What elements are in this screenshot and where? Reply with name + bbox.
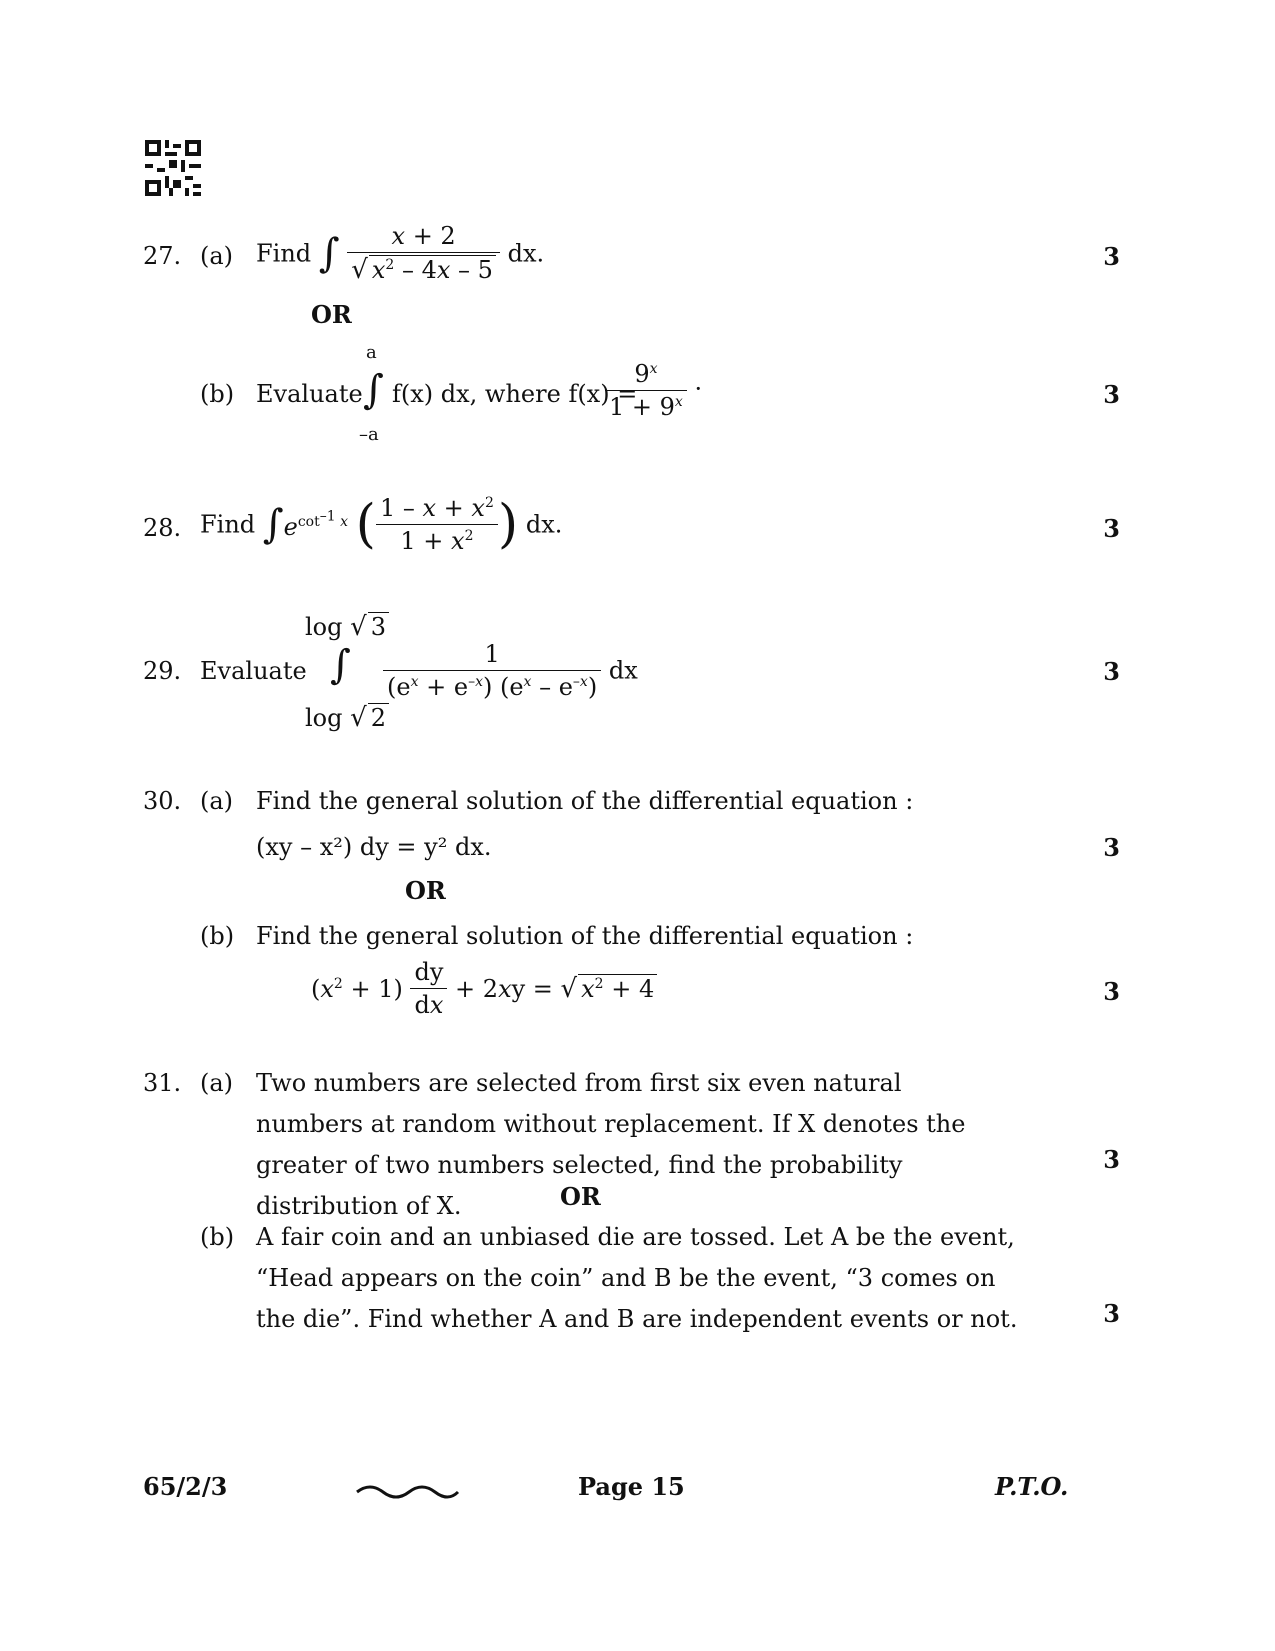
part-label: (b) [200, 922, 235, 950]
find-text: Find [200, 510, 256, 539]
equation: $(x^2 + 1)$ $\frac{dy}{dx}$ + 2xy = √ $x^2 + 4$ [311, 958, 657, 1019]
part-label: (b) [200, 380, 235, 408]
lower-limit: log √ 2 [305, 703, 389, 733]
integral-sign: ∫ [363, 367, 384, 413]
question-number: 27. [143, 242, 182, 270]
question-text: Two numbers are selected from first six even natural numbers at random without replacement. If X denotes the greater of two numbers selected, find the probability distribution of X. [256, 1069, 966, 1220]
pto-text: P.T.O. [995, 1472, 1069, 1501]
q27a-fraction: $\frac{x + 2}{√ x^2 - 4x - 5}$ [347, 222, 500, 285]
q27b-body: f(x) dx, where f(x) = [392, 380, 638, 408]
evaluate-text: Evaluate [200, 657, 307, 685]
part-label: (a) [200, 787, 234, 815]
q28-expression: Find $\int e^{cot^{-1} x}$ ( $\frac{1 - x + x^2}{1 + x^2}$ ) dx. [200, 494, 563, 555]
question-number: 28. [143, 514, 182, 542]
part-label: (a) [200, 242, 234, 270]
find-text: Find [256, 239, 312, 268]
paper-code: 65/2/3 [143, 1472, 228, 1501]
question-text: Find the general solution of the differential equation : [256, 922, 914, 950]
upper-limit: log √ 3 [305, 612, 389, 642]
part-label: (a) [200, 1069, 234, 1097]
evaluate-text: Evaluate [256, 380, 363, 408]
qr-code [145, 140, 201, 196]
lower-limit: –a [359, 424, 379, 445]
or-text: OR [311, 300, 352, 329]
page-number: Page 15 [578, 1472, 685, 1501]
upper-limit: a [366, 342, 377, 363]
marks: 3 [1103, 977, 1120, 1006]
marks: 3 [1103, 657, 1120, 686]
marks: 3 [1103, 242, 1120, 271]
marks: 3 [1103, 380, 1120, 409]
question-number: 31. [143, 1069, 182, 1097]
question-text: A fair coin and an unbiased die are tossed. Let A be the event, “Head appears on the coin” and B be the event, “3 comes on the die”. Find whether A and B are independent events or not. [256, 1223, 1018, 1333]
dx-text: dx [608, 656, 638, 685]
q29-fraction: $\frac{1}{(e^x + e^{-x}) (e^x - e^{-x})}$ dx [383, 640, 638, 701]
dx-text: dx. [507, 239, 545, 268]
equation: (xy – x²) dy = y² dx. [256, 833, 492, 861]
integral-sign: ∫ [330, 642, 351, 688]
question-text: Find the general solution of the differential equation : [256, 787, 914, 815]
question-number: 29. [143, 657, 182, 685]
q27a-expression [256, 222, 544, 285]
wave-icon [355, 1482, 460, 1502]
q27b-fraction: $\frac{9^x}{1 + 9^x}$ · [605, 360, 702, 421]
marks: 3 [1103, 833, 1120, 862]
marks: 3 [1103, 1145, 1120, 1174]
dx-text: dx. [525, 510, 563, 539]
question-number: 30. [143, 787, 182, 815]
or-text: OR [560, 1182, 601, 1211]
integral-sign: ∫ [318, 230, 340, 277]
part-label: (b) [200, 1223, 235, 1251]
or-text: OR [405, 876, 446, 905]
marks: 3 [1103, 1299, 1120, 1328]
marks: 3 [1103, 514, 1120, 543]
